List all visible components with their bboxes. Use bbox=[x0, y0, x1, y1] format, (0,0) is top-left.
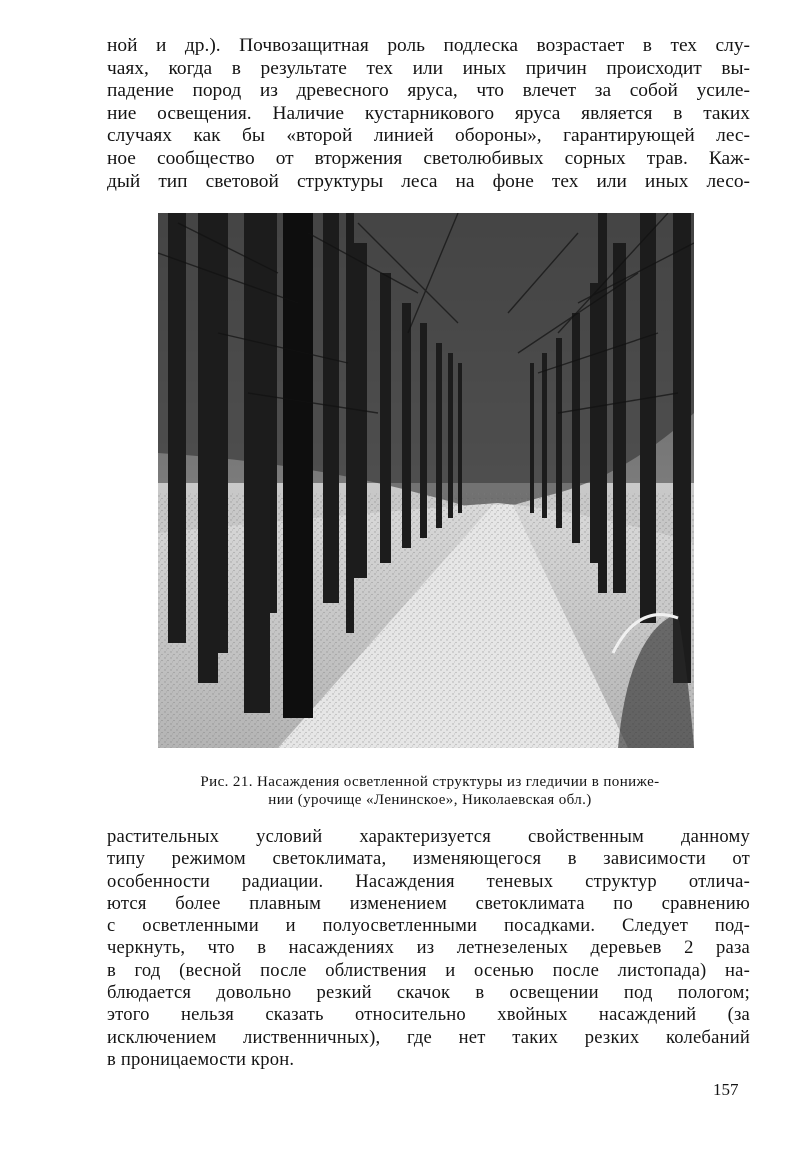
body-paragraph-top bbox=[107, 35, 750, 193]
page-number: 157 bbox=[713, 1080, 739, 1099]
text-line: в проницаемости крон. bbox=[107, 1048, 295, 1070]
text-line: этого нельзя сказать относительно хвойных насаждений (за bbox=[107, 1004, 750, 1026]
text-line: в год (весной после облиствения и осенью после листопада) на- bbox=[107, 959, 750, 981]
text-line: особенности радиации. Насаждения теневых структур отлича- bbox=[107, 870, 750, 892]
text-line: черкнуть, что в насаждениях из летнезеленых деревьев 2 раза bbox=[107, 937, 750, 959]
text-line: ются более плавным изменением светоклимата по сравнению bbox=[107, 892, 750, 914]
caption-line: нии (урочище «Ленинское», Николаевская обл.) bbox=[268, 792, 592, 808]
text-line: исключением лиственничных), где нет таких резких колебаний bbox=[107, 1026, 750, 1048]
text-line: дый тип световой структуры леса на фоне тех или иных лесо- bbox=[107, 170, 750, 192]
text-line: блюдается довольно резкий скачок в освещении под пологом; bbox=[107, 982, 750, 1004]
text-line: растительных условий характеризуется свойственным данному bbox=[107, 826, 750, 847]
caption-line: Рис. 21. Насаждения осветленной структуры из гледичии в пониже- bbox=[200, 774, 660, 790]
figure-caption bbox=[130, 773, 730, 809]
text-line: чаях, когда в результате тех или иных причин происходит вы- bbox=[107, 57, 750, 79]
text-line: ное сообщество от вторжения светолюбивых сорных трав. Каж- bbox=[107, 147, 750, 169]
text-line: падение пород из древесного яруса, что влечет за собой усиле- bbox=[107, 80, 750, 102]
text-line: с осветленными и полуосветленными посадками. Следует под- bbox=[107, 915, 750, 937]
text-line: ние освещения. Наличие кустарникового яруса является в таких bbox=[107, 102, 750, 124]
text-line: типу режимом светоклимата, изменяющегося в зависимости от bbox=[107, 848, 750, 870]
forest-photograph bbox=[158, 213, 694, 748]
text-line: ной и др.). Почвозащитная роль подлеска возрастает в тех слу- bbox=[107, 35, 750, 56]
text-line: случаях как бы «второй линией обороны», гарантирующей лес- bbox=[107, 125, 750, 147]
body-paragraph-bottom bbox=[107, 826, 750, 1071]
